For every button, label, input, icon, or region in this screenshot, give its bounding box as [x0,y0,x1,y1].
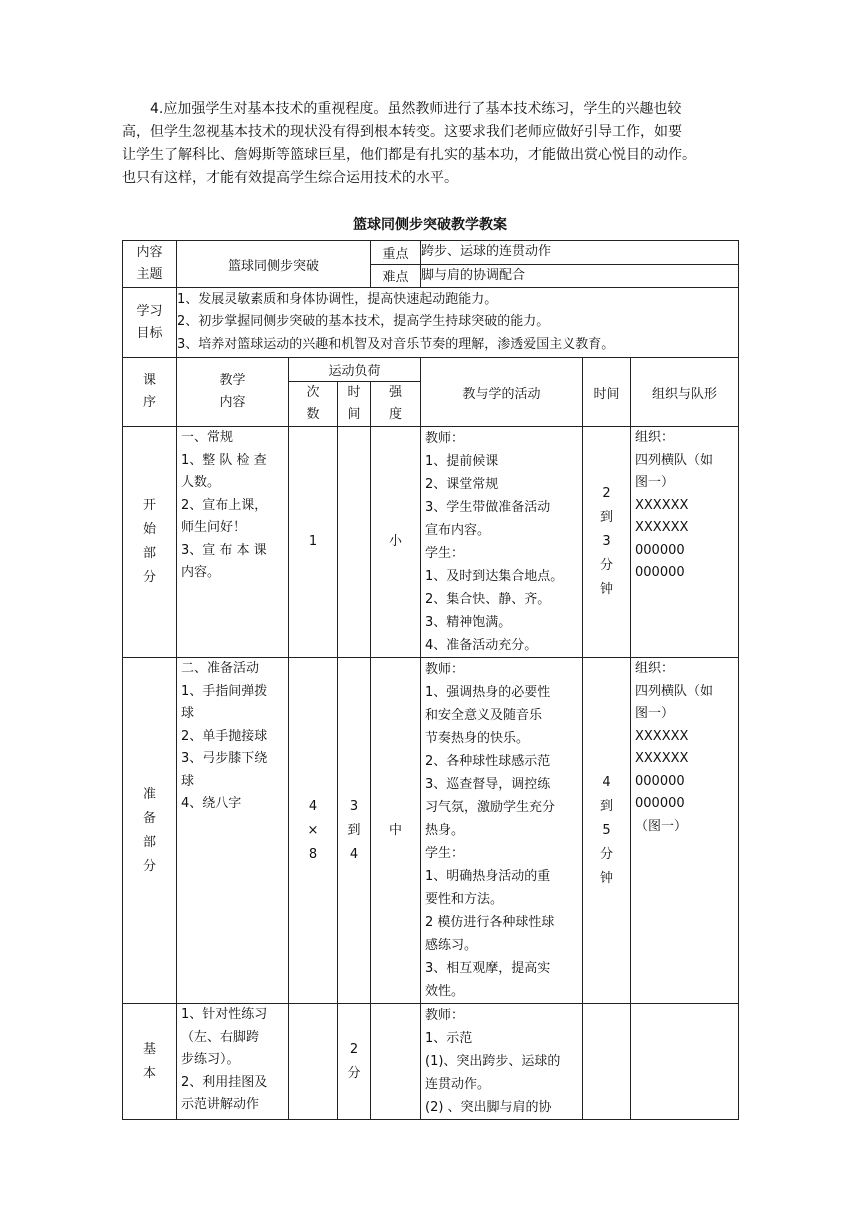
time-line: 2 [602,486,611,501]
activities-line: 宣布内容。 [425,523,491,538]
organization-line: 组织： [635,430,675,445]
section-line: 准 [142,786,156,802]
section-cell [123,1004,177,1120]
time-line: 分 [599,846,613,862]
theme-label: 主题 [136,267,163,282]
content-line: 1、整 队 检 查 [181,452,267,468]
time-line: 钟 [599,870,613,886]
col-organization: 组织与队形 [631,358,739,427]
goal-item: 1、发展灵敏素质和身体协调性，提高快速起动跑能力。 [177,291,498,307]
time-line: 分 [599,558,613,573]
col-times-text: 数 [306,407,320,422]
section-line: 部 [142,546,156,561]
difficulty-label: 难点 [371,264,421,288]
activities-line: 2、课堂常规 [425,477,499,492]
content-line: 师生问好！ [181,520,247,535]
content-line: 步练习）。 [181,1052,240,1067]
table-row [123,658,739,1004]
activities-line: 教师： [425,431,465,446]
table-title: 篮球同侧步突破教学教案 [353,217,507,233]
section-line: 备 [142,810,156,826]
lesson-plan-table [122,240,739,1120]
content-line: （左、右脚跨 [181,1029,260,1045]
table-row [123,1004,739,1120]
content-line: 4、绕八字 [181,796,242,811]
col-times-text: 次 [306,385,320,400]
content-line: 内容。 [181,565,221,580]
section-cell [123,427,177,658]
activities-line: 3、精神饱满。 [425,615,512,630]
time-line: 钟 [599,582,613,597]
organization-cell [631,658,739,1004]
content-line: 1、手指间弹拨 [181,683,268,699]
activities-line: 热身。 [425,823,465,838]
times-cell [289,1004,338,1120]
time-line: 到 [599,798,613,814]
goals-cell [177,288,739,358]
col-content-text: 教学 [219,373,246,388]
organization-line: 组织： [635,661,675,676]
organization-line: 四列横队（如 [635,452,714,468]
intro-line: 4.应加强学生对基本技术的重视程度。虽然教师进行了基本技术练习，学生的兴趣也较 [150,101,682,117]
duration-line: 到 [347,822,361,838]
duration-line: 4 [349,846,359,862]
activities-line: 习气氛，激励学生充分 [425,800,556,815]
time-cell [583,427,631,658]
time-line: 4 [602,774,611,790]
times-cell [289,658,338,1004]
time-line: 到 [599,510,613,525]
col-time: 时间 [583,358,631,427]
intensity-cell [371,658,421,1004]
activities-line: 学生： [425,846,465,861]
activities-cell [421,1004,583,1120]
organization-line: XXXXXX [635,497,689,513]
organization-line: 000000 [635,773,685,789]
organization-cell [631,1004,739,1120]
col-content [177,358,289,427]
section-line: 基 [142,1041,156,1057]
activities-line: 连贯动作。 [425,1077,491,1092]
activities-line: (2) 、突出脚与肩的协 [425,1100,552,1115]
activities-line: 1、示范 [425,1031,473,1046]
col-intensity-text: 强 [388,385,402,400]
col-content-text: 内容 [219,395,246,410]
activities-line: 和安全意义及随音乐 [425,708,543,723]
content-cell [177,658,289,1004]
content-line: 球 [181,773,195,789]
organization-line: （图一） [635,818,688,834]
content-line: 人数。 [181,475,221,490]
content-line: 3、宣 布 本 课 [181,542,267,558]
duration-line: 分 [347,1065,361,1081]
content-line: 3、弓步膝下绕 [181,751,268,766]
intensity-line: 中 [388,822,402,838]
activities-line: 3、相互观摩，提高实 [425,961,551,976]
table-row [123,427,739,658]
intensity-line: 小 [388,534,402,549]
organization-line: 000000 [635,565,685,580]
activities-line: 要性和方法。 [425,892,504,907]
col-section-text: 序 [142,395,156,410]
times-cell [289,427,338,658]
activities-line: 1、强调热身的必要性 [425,685,551,700]
duration-cell [338,658,371,1004]
theme-label-cell [123,241,177,288]
content-line: 2、宣布上课， [181,497,268,513]
intro-paragraph [122,98,738,190]
activities-line: 1、提前候课 [425,454,499,469]
content-cell [177,427,289,658]
activities-line: 4、准备活动充分。 [425,638,538,653]
intro-line: 高，但学生忽视基本技术的现状没有得到根本转变。这要求我们老师应做好引导工作，如要 [122,124,682,140]
theme-value: 篮球同侧步突破 [177,241,371,288]
goal-label-cell [123,288,177,358]
section-line: 部 [142,834,156,850]
intro-line: 让学生了解科比、詹姆斯等篮球巨星，他们都是有扎实的基本功，才能做出赏心悦目的动作。 [122,147,696,163]
theme-label: 内容 [136,245,163,260]
col-activities: 教与学的活动 [421,358,583,427]
activities-line: 教师： [425,1008,465,1023]
goal-label: 学习 [136,303,163,319]
activities-line: (1)、突出跨步、运球的 [425,1054,561,1069]
content-line: 二、准备活动 [181,661,260,676]
col-intensity-text: 度 [388,407,402,422]
duration-cell [338,427,371,658]
intensity-cell [371,427,421,658]
activities-line: 2、集合快、静、齐。 [425,592,551,607]
activities-line: 效性。 [425,984,465,999]
time-line: 3 [602,534,611,549]
activities-cell [421,658,583,1004]
times-line: 8 [308,846,318,862]
activities-line: 1、明确热身活动的重 [425,869,551,884]
goal-item: 2、初步掌握同侧步突破的基本技术，提高学生持球突破的能力。 [177,314,550,330]
time-cell [583,658,631,1004]
activities-line: 3、学生带做准备活动 [425,500,551,515]
activities-line: 节奏热身的快乐。 [425,731,530,746]
duration-line: 2 [349,1041,359,1057]
activities-line: 2 模仿进行各种球性球 [425,915,555,930]
key-value: 跨步、运球的连贯动作 [421,241,739,265]
content-line: 球 [181,706,195,721]
organization-line: XXXXXX [635,728,689,744]
organization-line: 四列横队（如 [635,683,714,699]
section-line: 分 [142,570,156,585]
goal-label: 目标 [136,325,163,341]
times-line: 1 [308,534,318,549]
section-line: 开 [142,498,156,513]
time-cell [583,1004,631,1120]
organization-line: 000000 [635,542,685,558]
organization-line: XXXXXX [635,751,689,766]
col-section-text: 课 [142,373,156,388]
organization-cell [631,427,739,658]
times-line: × [307,822,319,838]
activities-line: 2、各种球性球感示范 [425,754,551,769]
goal-item: 3、培养对篮球运动的兴趣和机智及对音乐节奏的理解，渗透爱国主义教育。 [177,336,615,352]
organization-line: 图一） [635,706,675,721]
activities-cell [421,427,583,658]
content-line: 示范讲解动作 [181,1097,260,1112]
time-line: 5 [602,822,611,838]
col-duration [338,382,371,427]
duration-cell [338,1004,371,1120]
col-duration-text: 间 [347,407,361,422]
section-line: 分 [142,858,156,874]
organization-line: XXXXXX [635,520,689,535]
times-line: 4 [308,798,318,814]
activities-line: 1、及时到达集合地点。 [425,569,564,584]
content-line: 一、常规 [181,430,234,445]
activities-line: 感练习。 [425,938,478,953]
col-intensity [371,382,421,427]
key-label: 重点 [371,241,421,265]
intensity-cell [371,1004,421,1120]
activities-line: 学生： [425,546,465,561]
col-duration-text: 时 [347,385,361,400]
difficulty-value: 脚与肩的协调配合 [421,264,739,288]
activities-line: 3、巡查督导，调控练 [425,777,551,792]
organization-line: 图一） [635,475,675,490]
intro-line: 也只有这样，才能有效提高学生综合运用技术的水平。 [122,170,458,186]
duration-line: 3 [349,798,359,814]
section-cell [123,658,177,1004]
section-line: 始 [142,522,156,537]
col-load: 运动负荷 [289,358,421,382]
organization-line: 000000 [635,796,685,811]
section-line: 本 [142,1065,156,1081]
content-line: 2、单手抛接球 [181,728,268,744]
content-line: 2、利用挂图及 [181,1074,268,1090]
content-line: 1、针对性练习 [181,1007,268,1022]
col-section [123,358,177,427]
activities-line: 教师： [425,662,465,677]
content-cell [177,1004,289,1120]
col-times [289,382,338,427]
